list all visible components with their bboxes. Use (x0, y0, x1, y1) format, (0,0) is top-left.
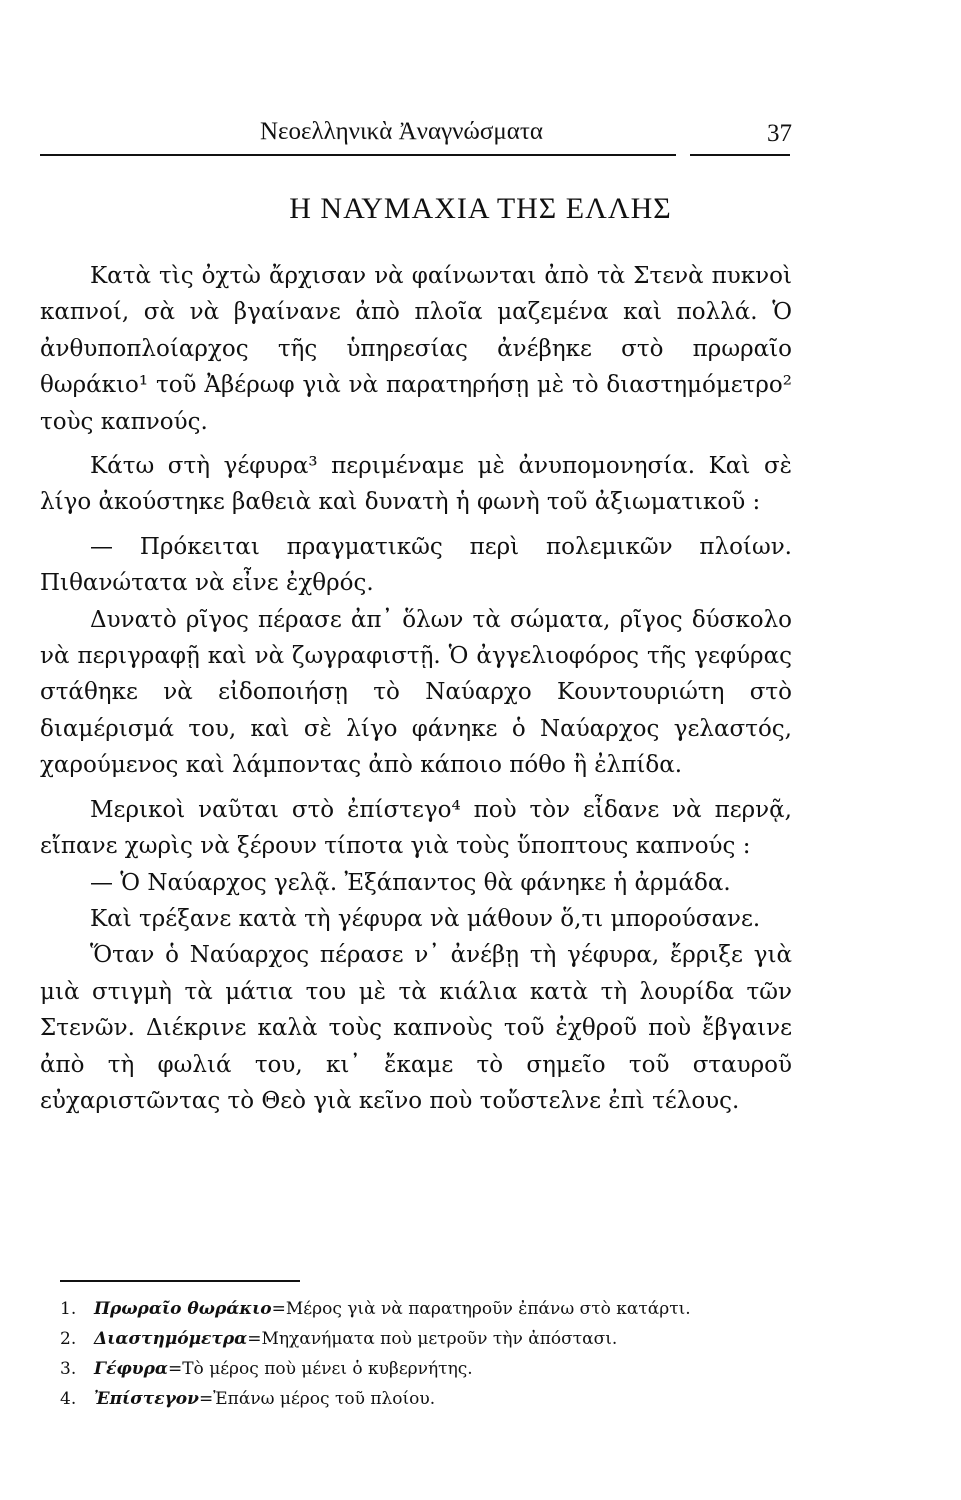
footnote-term: Ἐπίστεγον (94, 1389, 199, 1409)
paragraph: Μερικοὶ ναῦται στὸ ἐπίστεγο⁴ ποὺ τὸν εἶδανε νὰ περνᾷ, εἴπανε χωρὶς νὰ ξέρουν τίποτα γιὰ τοὺς ὕποπτους καπνούς : (40, 796, 792, 860)
footnote-term: Γέφυρα (94, 1359, 168, 1379)
running-title: Νεοελληνικὰ Ἀναγνώσματα (260, 118, 544, 145)
footnotes (60, 1294, 790, 1414)
footnote (60, 1324, 790, 1354)
chapter-title: Η ΝΑΥΜΑΧΙΑ ΤΗΣ ΕΛΛΗΣ (289, 192, 672, 225)
footnote-definition: =Τὸ μέρος ποὺ μένει ὁ κυβερνήτης. (167, 1359, 473, 1379)
footnote-number: 2. (60, 1329, 77, 1349)
paragraph: Κατὰ τὶς ὀχτὼ ἄρχισαν νὰ φαίνωνται ἀπὸ τὰ Στενὰ πυκνοὶ καπνοί, σὰ νὰ βγαίνανε ἀπὸ πλοῖα μαζεμένα καὶ πολλά. Ὁ ἀνθυποπλοίαρχος τῆς ὑπηρεσίας ἀνέβηκε στὸ πρωραῖο θωράκιο¹ τοῦ Ἀβέρωφ γιὰ νὰ παρατηρήσῃ μὲ τὸ διαστημόμετρο² τοὺς καπνούς. (40, 263, 792, 435)
footnote-rule (60, 1280, 300, 1282)
dialogue-paragraph: — Πρόκειται πραγματικῶς περὶ πολεμικῶν πλοίων. Πιθανώτατα νὰ εἶνε ἐχθρός. (40, 533, 792, 597)
header-rule (690, 154, 790, 156)
page-header (40, 118, 790, 158)
footnote (60, 1294, 790, 1324)
footnote-definition: =Μηχανήματα ποὺ μετροῦν τὴν ἀπόστασι. (247, 1329, 618, 1349)
footnote-definition: =Ἐπάνω μέρος τοῦ πλοίου. (198, 1389, 436, 1409)
paragraph: Καὶ τρέξανε κατὰ τὴ γέφυρα νὰ μάθουν ὅ,τι μπορούσανε. (90, 905, 761, 932)
footnote-number: 4. (60, 1389, 77, 1409)
footnote-number: 3. (60, 1359, 77, 1379)
body-text (40, 258, 792, 1119)
header-rule (40, 154, 676, 156)
page-number: 37 (767, 120, 792, 147)
footnote-term: Πρωραῖο θωράκιο (94, 1299, 272, 1319)
footnote-definition: =Μέρος γιὰ νὰ παρατηροῦν ἐπάνω στὸ κατάρτι. (271, 1299, 691, 1319)
footnote (60, 1384, 790, 1414)
footnote (60, 1354, 790, 1384)
paragraph: Κάτω στὴ γέφυρα³ περιμέναμε μὲ ἀνυπομονησία. Καὶ σὲ λίγο ἀκούστηκε βαθειὰ καὶ δυνατὴ ἡ φωνὴ τοῦ ἀξιωματικοῦ : (40, 453, 792, 516)
footnote-term: Διαστημόμετρα (94, 1329, 248, 1349)
paragraph: Ὅταν ὁ Ναύαρχος πέρασε ν᾽ ἀνέβῃ τὴ γέφυρα, ἔρριξε γιὰ μιὰ στιγμὴ τὰ μάτια του μὲ τὰ κιάλια κατὰ τὴ λουρίδα τῶν Στενῶν. Διέκρινε καλὰ τοὺς καπνοὺς τοῦ ἐχθροῦ ποὺ ἔβγαινε ἀπὸ τὴ φωλιά του, κι᾽ ἔκαμε τὸ σημεῖο τοῦ σταυροῦ εὐχαριστῶντας τὸ Θεὸ γιὰ κεῖνο ποὺ τοὔστελνε ἐπὶ τέλους. (40, 942, 792, 1114)
paragraph: Δυνατὸ ρῖγος πέρασε ἀπ᾽ ὅλων τὰ σώματα, ρῖγος δύσκολο νὰ περιγραφῇ καὶ νὰ ζωγραφιστῇ. Ὁ ἀγγελιοφόρος τῆς γεφύρας στάθηκε νὰ εἰδοποιήσῃ τὸ Ναύαρχο Κουντουριώτη στὸ διαμέρισμά του, καὶ σὲ λίγο φάνηκε ὁ Ναύαρχος γελαστός, χαρούμενος καὶ λάμποντας ἀπὸ κάποιο πόθο ἢ ἐλπίδα. (40, 606, 792, 779)
footnote-number: 1. (60, 1299, 77, 1319)
dialogue-paragraph: — Ὁ Ναύαρχος γελᾷ. Ἐξάπαντος θὰ φάνηκε ἡ ἀρμάδα. (90, 869, 731, 896)
